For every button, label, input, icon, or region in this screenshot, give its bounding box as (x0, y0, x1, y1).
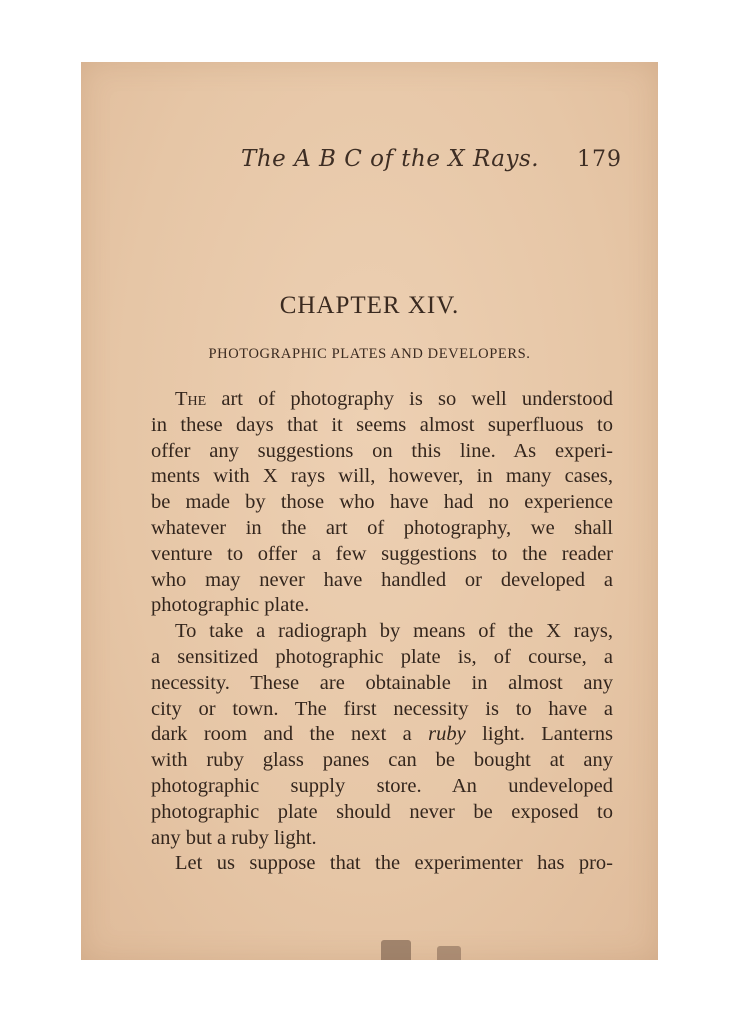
text-line: any but a ruby light. (151, 826, 317, 849)
text-line: Let us suppose that the experimenter has pro- (175, 852, 613, 875)
text-line: To take a radiograph by means of the X rays, (175, 620, 613, 643)
text-line: city or town. The first necessity is to have a (151, 697, 613, 720)
line-part: dark room and the next a (151, 723, 412, 746)
text-line: be made by those who have had no experience (151, 491, 613, 514)
line-part: light. Lanterns (482, 723, 613, 746)
text-line: venture to offer a few suggestions to the reader (151, 542, 613, 565)
chapter-subtitle: PHOTOGRAPHIC PLATES AND DEVELOPERS. (208, 346, 531, 362)
text-line (151, 387, 613, 413)
running-title: The A B C of the X Rays. (241, 146, 540, 172)
text-line: photographic plate. (151, 594, 310, 617)
page-tab-mark (381, 940, 411, 960)
drop-word: The (175, 388, 207, 410)
text-line: in these days that it seems almost superfluous to (151, 413, 613, 436)
text-line: offer any suggestions on this line. As experi- (151, 439, 613, 462)
text-line: whatever in the art of photography, we shall (151, 516, 613, 539)
page-number: 179 (577, 147, 622, 172)
text-line: photographic plate should never be exposed to (151, 800, 613, 823)
text-line: photographic supply store. An undeveloped (151, 774, 613, 797)
page-tab-mark (437, 946, 461, 960)
text-line: necessity. These are obtainable in almost any (151, 671, 613, 694)
text-line (151, 722, 613, 748)
text-line: a sensitized photographic plate is, of course, a (151, 645, 613, 668)
text-line: who may never have handled or developed a (151, 568, 613, 591)
body-text (151, 387, 613, 877)
text-line: with ruby glass panes can be bought at any (151, 749, 613, 772)
text-line: ments with X rays will, however, in many cases, (151, 465, 613, 488)
line-rest: art of photography is so well understood (206, 388, 613, 410)
chapter-title: CHAPTER XIV. (279, 292, 460, 319)
book-page (81, 62, 658, 960)
italic-word: ruby (428, 723, 466, 746)
